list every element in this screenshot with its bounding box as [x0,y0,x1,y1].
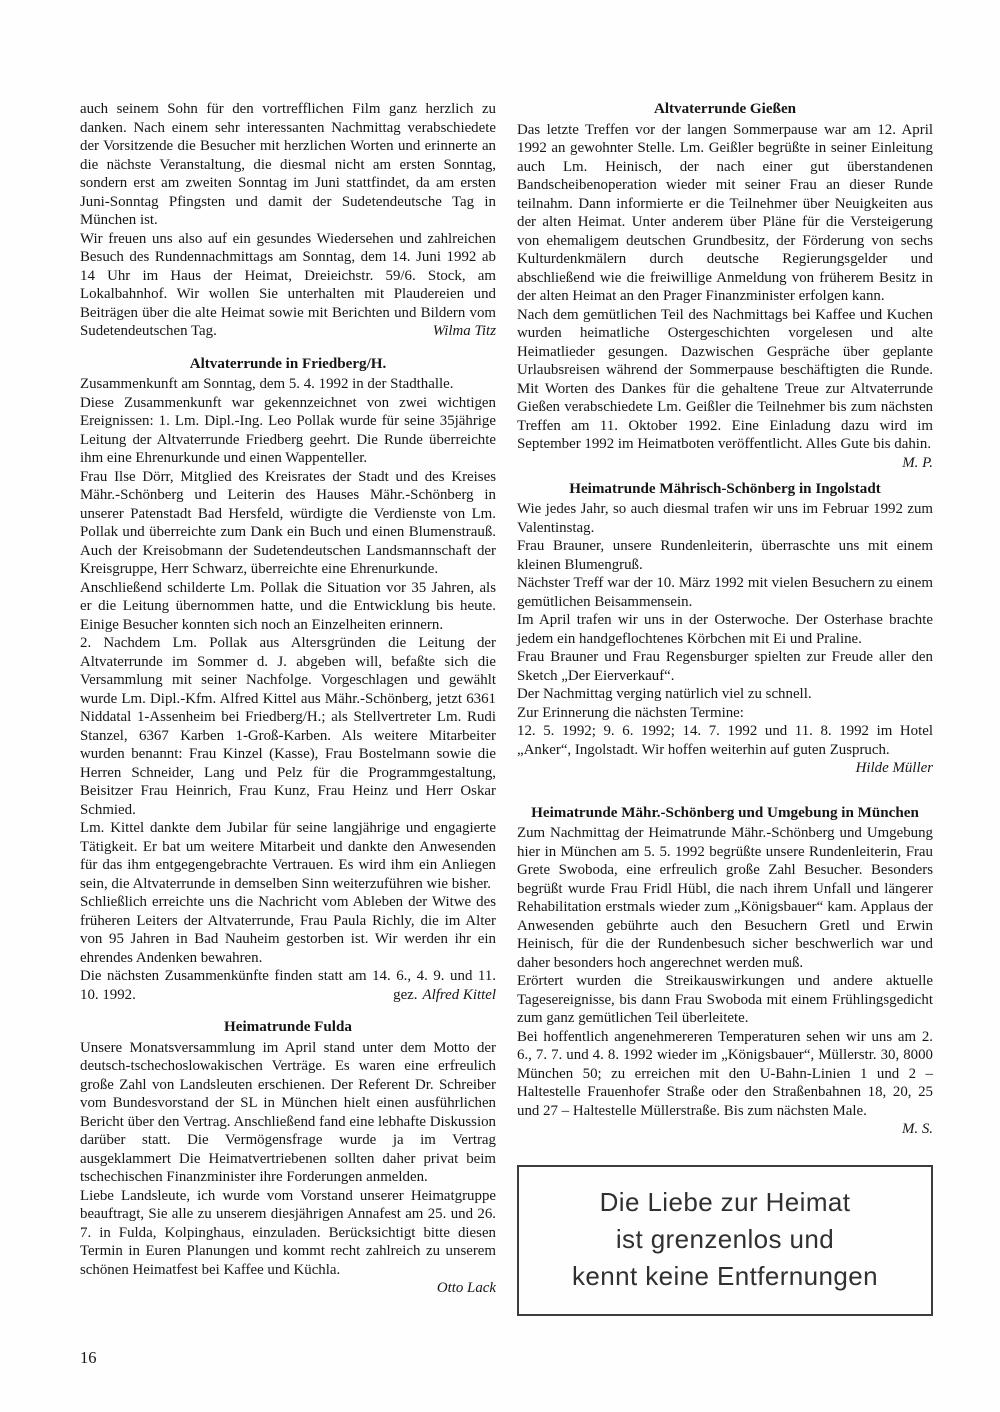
article-heading-giessen: Altvaterrunde Gießen [653,101,797,117]
article-heading-ingolstadt: Heimatrunde Mährisch-Schönberg in Ingolstadt [569,480,881,497]
paragraph [80,230,496,341]
paragraph: Im April trafen wir uns in der Osterwoche. Der Osterhase brachte jedem ein handgeflochtenes Körbchen mit Ei und Praline. [517,612,933,647]
quote-box [517,1165,933,1316]
article-heading-friedberg: Altvaterrunde in Friedberg/H. [189,355,387,372]
article-ingolstadt [517,480,933,778]
paragraph: Schließlich erreichte uns die Nachricht vom Ableben der Witwe des früheren Leiters der Altvaterrunde, Frau Paula Richly, die im Alter von 95 Jahren in Bad Nauheim gestorben ist. Wir werden ihr ein ehrendes Andenken bewahren. [80,894,496,966]
quote-line: kennt keine Entfernungen [572,1260,878,1291]
article-muenchen [517,804,933,1139]
paragraph: Lm. Kittel dankte dem Jubilar für seine langjährige und engagierte Tätigkeit. Er bat um weitere Mitarbeit und dankte den Anwesenden für das ihm entgegengebrachte Vertrauen. Es wird ihm ein Anliegen sein, die Altvaterrunde in demselben Sinn weiterzuführen wie bisher. [80,820,496,892]
signature-name: Wilma Titz [432,323,496,339]
paragraph [517,306,933,471]
signature [902,454,933,473]
signature-name: Alfred Kittel [422,986,496,1003]
paragraph: Frau Brauner und Frau Regensburger spielten zur Freude aller den Sketch „Der Eierverkauf“. [517,649,933,684]
paragraph: Zum Nachmittag der Heimatrunde Mähr.-Schönberg und Umgebung hier in München am 5. 5. 1992 begrüßte unsere Rundenleiterin, Frau Grete Swoboda, eine erfreulich große Zahl Besucher. Besonders begrüßt wurde Frau Fridl Hübl, die nach ihrem Unfall und längerer Rehabilitation erstmals wieder zum „Königsbauer“ kam. Applaus der Anwesenden gebührte auch den Besuchern Gretl und Erwin Heinisch, für die der Rundenbesuch sicher beschwerlich war und daher besonders hoch angerechnet werden muß. [517,825,933,971]
paragraph: Nächster Treff war der 10. März 1992 mit vielen Besuchern zu einem gemütlichen Beisammensein. [517,575,933,610]
page-number: 16 [80,1348,97,1367]
article-heading-muenchen: Heimatrunde Mähr.-Schönberg und Umgebung in München [531,804,919,821]
paragraph: Erörtert wurden die Streikauswirkungen und andere aktuelle Tagesereignisse, bis dann Frau Swoboda mit einem Frühlingsgedicht zum ganz gemütlichen Teil überleitete. [517,973,933,1026]
signature: Hilde Müller [855,760,933,776]
signature-name: M. P. [902,454,933,471]
paragraph: Frau Brauner, unsere Rundenleiterin, überraschte uns mit einem kleinen Blumengruß. [517,538,933,573]
paragraph: Zusammenkunft am Sonntag, dem 5. 4. 1992 in der Stadthalle. [80,376,454,392]
signature-prefix: gez. [393,986,418,1003]
paragraph: Anschließend schilderte Lm. Pollak die Situation vor 35 Jahren, als er die Leitung übernommen hatte, und die Entwicklung bis heute. Einige Besucher konnten sich noch an Einzelheiten erinnern. [80,579,496,633]
quote-line: Die Liebe zur Heimat [599,1186,851,1217]
right-column [517,100,933,1316]
paragraph [80,967,496,1004]
article-heading-fulda: Heimatrunde Fulda [224,1019,352,1035]
quote-line: ist grenzenlos und [615,1223,835,1254]
paragraph: Liebe Landsleute, ich wurde vom Vorstand unserer Heimatgruppe beauftragt, Sie alle zu unserem diesjährigen Annafest am 25. und 26. 7. in Fulda, Kolpinghaus, einzuladen. Berücksichtigt bitte diesen Termin in Euren Planungen und kommt recht zahlreich zu unserem schönen Heimatfest bei Kaffee und Küchla. [80,1187,496,1278]
paragraph: Der Nachmittag verging natürlich viel zu schnell. [517,686,812,702]
article-friedberg [80,355,496,1005]
paragraph: Zur Erinnerung die nächsten Termine: [517,704,744,721]
paragraph-text: Wir freuen uns also auf ein gesundes Wiedersehen und zahlreichen Besuch des Rundennachmittags am Sonntag, dem 14. Juni 1992 ab 14 Uhr im Haus der Heimat, Dreieichstr. 59/6. Stock, am Lokalbahnhof. Wir wollen Sie unterhalten mit Plaudereien und Beiträgen über die alte Heimat sowie mit Berichten und Bildern vom Sudetendeutschen Tag. [80,230,496,339]
paragraph: Frau Ilse Dörr, Mitglied des Kreisrates der Stadt und des Kreises Mähr.-Schönberg und Leiterin des Hauses Mähr.-Schönberg in unserer Patenstadt Bad Hersfeld, würdigte die Verdienste von Lm. Pollak und überreichte zum Dank ein Buch und einen Blumenstrauß. Auch der Kreisobmann der Sudetendeutschen Landsmannschaft der Kreisgruppe, Herr Schwarz, überreichte eine Ehrenurkunde. [80,468,496,577]
paragraph-text: Nach dem gemütlichen Teil des Nachmittags bei Kaffee und Kuchen wurden heimatliche Ostergeschichten vorgelesen und alte Heimatlieder gesungen. Dazwischen Gespräche über geplante Urlaubsreisen während der Sommerpause beschäftigten die Runde. Mit Worten des Dankes für die gehaltene Treue zur Altvaterrunde Gießen verabschiedete Lm. Geißler die Teilnehmer bis zum nächsten Treffen am 11. Oktober 1992. Eine Einladung dazu wird im September 1992 im Heimatboten veröffentlicht. Alles Gute bis dahin. [517,306,933,452]
paragraph: Bei hoffentlich angenehmereren Temperaturen sehen wir uns am 2. 6., 7. 7. und 4. 8. 1992 wieder im „Königsbauer“, Müllerstr. 30, 8000 München 50; zu erreichen mit den U-Bahn-Linien 1 und 2 – Haltestelle Frauenhofer Straße oder den Straßenbahnen 18, 20, 25 und 27 – Haltestelle Müllerstraße. Bis zum nächsten Male. [517,1028,933,1119]
signature: Otto Lack [436,1280,496,1296]
signature [433,322,496,341]
signature [393,986,496,1005]
article-fulda [80,1018,496,1298]
paragraph: Diese Zusammenkunft war gekennzeichnet von zwei wichtigen Ereignissen: 1. Lm. Dipl.-Ing. Leo Pollak wurde für seine 35jährige Leitung der Altvaterrunde Friedberg geehrt. Die Runde überreichte ihm eine Ehrenurkunde und einen Wappenteller. [80,394,496,466]
article-giessen [517,100,933,471]
paragraph: auch seinem Sohn für den vortrefflichen Film ganz herzlich zu danken. Nach einem sehr interessanten Nachmittag verabschiedete der Vorsitzende die Besucher mit herzlichen Worten und erinnerte an die nächste Veranstaltung, die diesmal nicht am ersten Sonntag, sondern erst am zweiten Sonntag im Juni stattfindet, da am ersten Juni-Sonntag Pfingsten und damit der Sudetendeutsche Tag in München ist. [80,101,496,228]
paragraph: Unsere Monatsversammlung im April stand unter dem Motto der deutsch-tschechoslowakischen Verträge. Es waren eine erfreulich große Zahl von Landsleuten erschienen. Der Referent Dr. Schreiber vom Bundesvorstand der SL in München hielt einen ausführlichen Bericht über den Vertrag. Anschließend fand eine lebhafte Diskussion darüber statt. Die Vermögensfrage wurde ja im Vertrag ausgeklammert Die Heimatvertriebenen sollten daher privat beim tschechischen Finanzminister ihre Forderungen anmelden. [80,1039,496,1185]
signature: M. S. [901,1121,933,1137]
left-column [80,100,496,1316]
paragraph: Das letzte Treffen vor der langen Sommerpause war am 12. April 1992 an gewohnter Stelle. Lm. Geißler begrüßte in seiner Einleitung auch Lm. Heinisch, der nach einer gut überstandenen Bandscheibenoperation wieder mit seiner Frau an dieser Runde teilnahm. Dann informierte er die Teilnehmer über Neuigkeiten aus der alten Heimat. Unter anderem über Pläne für die Versteigerung von ehemaligem deutschen Grundbesitz, der Förderung von sechs Kulturdenkmälern durch deutsche Regierungsgelder und abschließend wie die freiwillige Anmeldung von früherem Besitz in der alten Heimat an den Prager Finanzminister erfolgen kann. [517,121,933,304]
paragraph: 2. Nachdem Lm. Pollak aus Altersgründen die Leitung der Altvaterrunde im Sommer d. J. abgeben will, befaßte sich die Versammlung mit seiner Nachfolge. Vorgeschlagen und gewählt wurde Lm. Dipl.-Kfm. Alfred Kittel aus Mähr.-Schönberg, jetzt 6361 Niddatal 1-Assenheim bei Friedberg/H.; als Stellvertreter Lm. Rudi Stanzel, 6367 Karben 1-Groß-Karben. Als weitere Mitarbeiter wurden benannt: Frau Kinzel (Kasse), Frau Bostelmann sowie die Herren Schneider, Lang und Pelz für die Programmgestaltung, Beisitzer Frau Heinrich, Frau Kunz, Frau Heinz und Herr Oskar Schmied. [80,635,496,818]
article-film-continuation [80,100,496,341]
paragraph: 12. 5. 1992; 9. 6. 1992; 14. 7. 1992 und 11. 8. 1992 im Hotel „Anker“, Ingolstadt. Wir hoffen weiterhin auf guten Zuspruch. [517,723,933,758]
paragraph: Wie jedes Jahr, so auch diesmal trafen wir uns im Februar 1992 zum Valentinstag. [517,501,933,536]
paragraph-text: Die nächsten Zusammenkünfte finden statt am 14. 6., 4. 9. und 11. 10. 1992. [80,968,496,1003]
